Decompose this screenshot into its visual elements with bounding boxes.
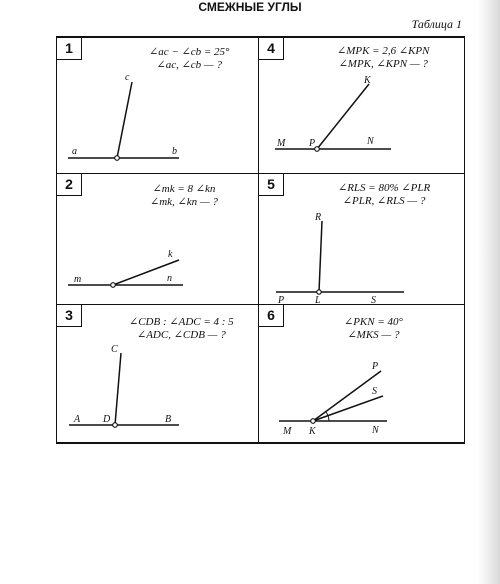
adjacent-angles-figure-5 [259,174,464,305]
adjacent-angles-figure-1 [57,38,259,174]
label-N: N [372,425,379,436]
adjacent-angles-figure-2 [57,174,259,305]
label-P: P [372,361,379,372]
ray-pk [317,84,369,149]
label-k: k [168,249,173,260]
label-n: n [167,273,172,284]
condition-given: ∠CDB : ∠ADC = 4 : 5 [129,316,234,328]
problem-cell-2 [57,174,259,305]
condition-question: ∠mk, ∠kn — ? [150,196,218,208]
label-S: S [371,295,376,306]
ray-c [117,82,132,158]
problem-number: 3 [57,305,82,327]
problem-number: 6 [259,305,284,327]
problem-cell-4 [259,38,464,174]
label-b: b [172,146,177,157]
label-D: D [103,414,111,425]
condition-question: ∠ADC, ∠CDB — ? [136,329,226,341]
label-A: A [74,414,81,425]
problem-cell-3 [57,305,259,442]
vertex-point [317,290,321,294]
adjacent-angles-figure-3 [57,305,259,442]
label-M: M [277,138,286,149]
condition-given: ∠ac − ∠cb = 25° [149,46,230,58]
problem-table [56,36,465,444]
vertex-point [311,419,316,424]
condition-question: ∠PLR, ∠RLS — ? [342,195,426,207]
problem-number: 2 [57,174,82,196]
vertex-point [113,423,118,428]
label-S: S [372,386,377,397]
problem-number: 5 [259,174,284,196]
vertex-point [315,147,320,152]
ray-dc [115,353,121,425]
label-L: L [315,295,321,306]
label-m: m [74,274,82,285]
label-P: P [309,138,316,149]
condition-given: ∠RLS = 80% ∠PLR [338,182,431,194]
condition-question: ∠MKS — ? [347,329,400,341]
table-caption: Таблица 1 [411,17,462,31]
vertex-point [115,156,120,161]
label-c: c [125,72,130,83]
ray-kp [313,371,381,421]
ray-lr [319,221,322,292]
problem-cell-6 [259,305,464,442]
label-C: C [111,344,118,355]
condition-question: ∠ac, ∠cb — ? [156,59,222,71]
label-P: P [278,295,285,306]
condition-question: ∠MPK, ∠KPN — ? [338,58,428,70]
problem-number: 4 [259,38,284,60]
page-title: СМЕЖНЫЕ УГЛЫ [198,0,302,14]
adjacent-angles-figure-6 [259,305,464,442]
condition-given: ∠MPK = 2,6 ∠KPN [337,45,430,57]
vertex-point [111,283,116,288]
label-a: a [72,146,77,157]
label-K: K [309,426,316,437]
problem-cell-1 [57,38,259,174]
label-B: B [165,414,172,425]
condition-given: ∠mk = 8 ∠kn [152,183,216,195]
problem-cell-5 [259,174,464,305]
condition-given: ∠PKN = 40° [344,316,403,328]
label-N: N [367,136,374,147]
label-M: M [283,426,292,437]
adjacent-angles-figure-4 [259,38,464,174]
label-R: R [315,212,322,223]
ray-ks [313,396,383,421]
problem-number: 1 [57,38,82,60]
label-K: K [364,75,371,86]
scan-edge-shadow [478,0,500,584]
